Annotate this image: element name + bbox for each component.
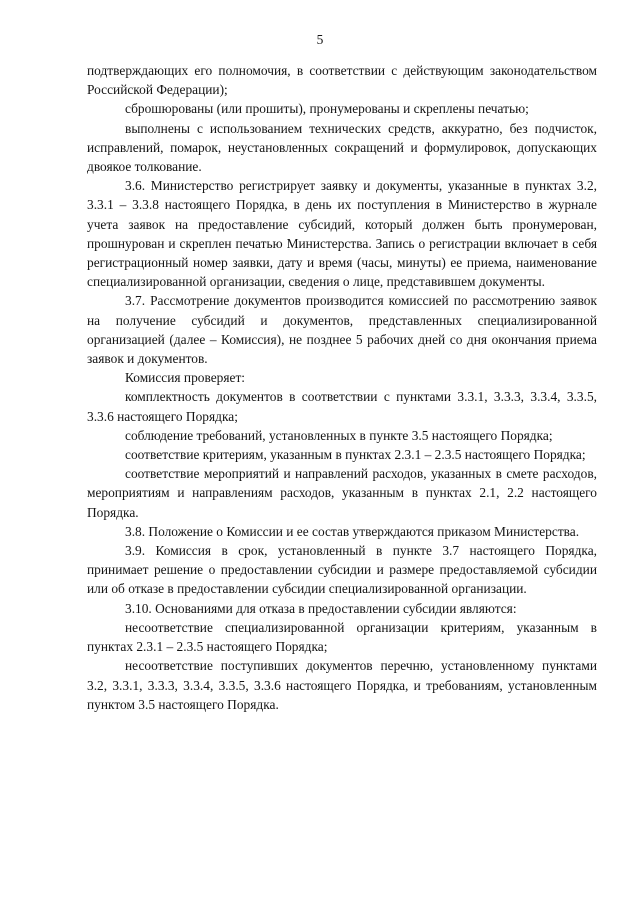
paragraph-3-6: 3.6. Министерство регистрирует заявку и документы, указанные в пунктах 3.2, 3.3.1 – 3.3.8 настоящего Порядка, в день их поступления в Министерство в журнале учета заявок на предоставление субсидий, который должен быть пронумерован, прошнурован и скреплен печатью Министерства. Запись о регистрации включает в себя регистрационный номер заявки, дату и время (часы, минуты) ее приема, наименование специализированной организации, сведения о лице, представившем документы. <box>87 178 597 290</box>
paragraph-continuation: подтверждающих его полномочия, в соответствии с действующим законодательством Российской Федерации); <box>87 63 597 98</box>
paragraph-refusal-documents: несоответствие поступивших документов перечню, установленному пунктами 3.2, 3.3.1, 3.3.3, 3.3.4, 3.3.5, 3.3.6 настоящего Порядка, и требованиям, установленным пунктом 3.5 настоящего Порядка. <box>87 658 597 712</box>
paragraph-check-criteria: соответствие критериям, указанным в пунктах 2.3.1 – 2.3.5 настоящего Порядка; <box>125 447 586 463</box>
paragraph-check-completeness: комплектность документов в соответствии с пунктами 3.3.1, 3.3.3, 3.3.4, 3.3.5, 3.3.6 настоящего Порядка; <box>87 389 597 424</box>
paragraph-refusal-criteria: несоответствие специализированной организации критериям, указанным в пунктах 2.3.1 – 2.3.5 настоящего Порядка; <box>87 619 597 655</box>
paragraph-check-activities: соответствие мероприятий и направлений расходов, указанных в смете расходов, мероприятиям и направлениям расходов, указанным в пунктах 2.1, 2.2 настоящего Порядка. <box>87 466 597 520</box>
paragraph-3-9: 3.9. Комиссия в срок, установленный в пункте 3.7 настоящего Порядка, принимает решение о предоставлении субсидии и размере предоставляемой субсидии или об отказе в предоставлении субсидии специализированной организации. <box>87 543 597 597</box>
paragraph-bound-condition: сброшюрованы (или прошиты), пронумерованы и скреплены печатью; <box>125 101 529 117</box>
paragraph-check-requirements: соблюдение требований, установленных в пункте 3.5 настоящего Порядка; <box>125 427 553 443</box>
document-body <box>87 61 597 714</box>
paragraph-executed-condition: выполнены с использованием технических средств, аккуратно, без подчисток, исправлений, помарок, неустановленных сокращений и формулировок, допускающих двоякое толкование. <box>87 120 597 175</box>
paragraph-3-7: 3.7. Рассмотрение документов производится комиссией по рассмотрению заявок на получение субсидий и документов, представленных специализированной организацией (далее – Комиссия), не позднее 5 рабочих дней со дня окончания приема заявок и документов. <box>87 293 597 367</box>
paragraph-3-8: 3.8. Положение о Комиссии и ее состав утверждаются приказом Министерства. <box>125 523 580 539</box>
page-number: 5 <box>316 32 324 47</box>
paragraph-commission-checks: Комиссия проверяет: <box>125 370 246 386</box>
paragraph-3-10: 3.10. Основаниями для отказа в предоставлении субсидии являются: <box>125 600 517 616</box>
